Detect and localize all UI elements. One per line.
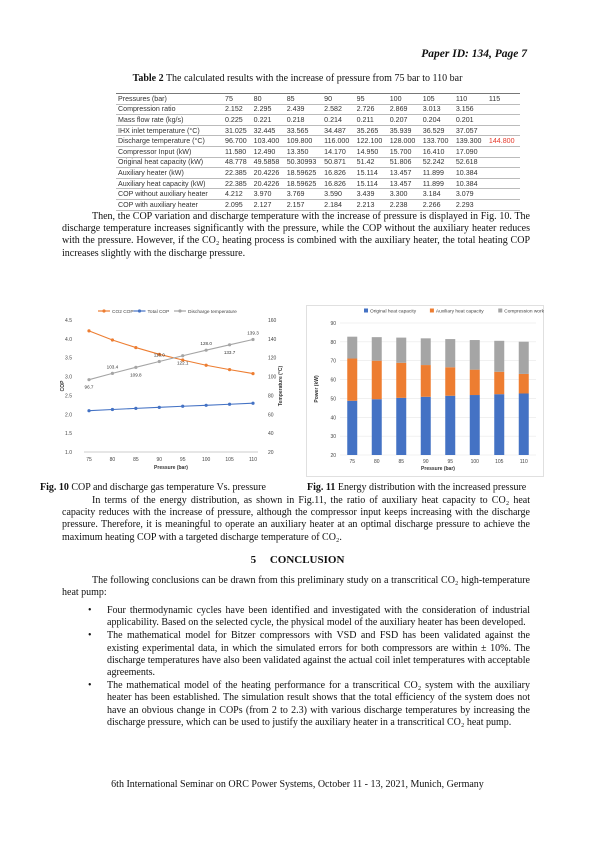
legend-label: Compression work <box>504 309 544 315</box>
bar-segment <box>396 338 406 363</box>
table-cell: 2.293 <box>454 199 487 210</box>
legend-swatch <box>498 309 502 313</box>
table-cell: 11.899 <box>421 168 454 179</box>
data-point <box>205 364 208 367</box>
bar-segment <box>519 393 529 455</box>
list-item-text: The mathematical model for Bitzer compressors with VSD and FSD has been validated against the existing experimental data, in which the simulated errors for both compressors are within ± 10%. The discharge temperatures have also been validated against the actual coil inlet temperatures with acceptable agreements. <box>107 630 530 679</box>
table-cell: 10.384 <box>454 168 487 179</box>
x-tick-label: 75 <box>349 459 356 465</box>
data-point <box>228 403 231 406</box>
x-tick-label: 110 <box>249 457 257 463</box>
table-cell: 15.114 <box>355 178 388 189</box>
table-cell: 139.300 <box>454 136 487 147</box>
table-cell: 32.445 <box>252 125 285 136</box>
data-point <box>228 343 231 346</box>
table-cell: 122.100 <box>355 136 388 147</box>
table-cell: 16.826 <box>322 178 354 189</box>
x-tick-label: 75 <box>86 457 92 463</box>
table-cell: 2.157 <box>285 199 322 210</box>
table-cell: 3.439 <box>355 189 388 200</box>
conclusion-list <box>62 605 530 730</box>
page-footer: 6th International Seminar on ORC Power Systems, October 11 - 13, 2021, Munich, Germany <box>111 779 484 790</box>
data-label: 139.3 <box>247 330 259 336</box>
y-tick-label: 2.0 <box>65 412 72 419</box>
data-point <box>111 408 114 411</box>
table-cell: 115 <box>487 94 520 105</box>
table-row <box>116 125 520 136</box>
legend-swatch <box>364 309 368 313</box>
table-row-label: COP with auxiliary heater <box>116 199 223 210</box>
data-point <box>181 354 184 357</box>
table-cell: 2.266 <box>421 199 454 210</box>
table-cell: 17.090 <box>454 146 487 157</box>
bar-segment <box>396 363 406 398</box>
table-cell: 22.385 <box>223 168 252 179</box>
table-cell: 11.580 <box>223 146 252 157</box>
paragraph-conclusions-intro-text: The following conclusions can be drawn from this preliminary study on a transcritical CO₂ high-temperature heat pump: <box>62 575 530 599</box>
x-tick-label: 85 <box>398 459 405 465</box>
list-item: • The mathematical model of the heating performance for a transcritical CO₂ system with the auxiliary heater has been established. The simulation result shows that the total efficiency of the system does not have an obvious change in COPs (from 2 to 2.3) with various discharge temperatures by increasing the discharge pressure, which can be used to justify the auxiliary heater in a transcritical CO₂ heat pump. <box>88 680 530 728</box>
table-cell: 133.700 <box>421 136 454 147</box>
y2-tick-label: 120 <box>268 355 277 362</box>
y-tick-label: 20 <box>330 453 336 459</box>
legend-label: CO2 COP <box>112 310 134 315</box>
table-cell <box>487 168 520 179</box>
table-row-label: Compression ratio <box>116 104 223 115</box>
table-cell: 15.114 <box>355 168 388 179</box>
data-point <box>134 407 137 410</box>
table-row <box>116 178 520 189</box>
x-tick-label: 90 <box>422 459 429 465</box>
y2-tick-label: 40 <box>268 431 274 438</box>
table-cell: 90 <box>322 94 354 105</box>
table-row <box>116 168 520 179</box>
table-cell: 48.778 <box>223 157 252 168</box>
table-cell: 3.184 <box>421 189 454 200</box>
x-tick-label: 100 <box>470 459 479 465</box>
legend-marker <box>178 309 181 312</box>
y2-tick-label: 60 <box>268 412 274 419</box>
data-point <box>111 338 114 341</box>
data-point <box>87 409 90 412</box>
table-cell: 14.950 <box>355 146 388 157</box>
table-cell: 52.618 <box>454 157 487 168</box>
y-axis-label: Power (kW) <box>314 375 320 403</box>
legend-label: Total COP <box>147 310 170 315</box>
x-tick-label: 105 <box>225 457 234 463</box>
table-cell: 109.800 <box>285 136 322 147</box>
table-row <box>116 94 520 105</box>
y-tick-label: 1.5 <box>65 431 72 438</box>
bar-segment <box>519 374 529 394</box>
table-cell <box>487 157 520 168</box>
data-point <box>181 405 184 408</box>
x-tick-label: 90 <box>156 457 163 463</box>
table-cell: 35.939 <box>388 125 421 136</box>
y-tick-label: 3.5 <box>65 355 72 362</box>
y-tick-label: 80 <box>330 339 336 346</box>
section-number: 5 <box>250 554 257 566</box>
table-row-label: Pressures (bar) <box>116 94 223 105</box>
table-row-label: COP without auxiliary heater <box>116 189 223 200</box>
table-cell: 2.869 <box>388 104 421 115</box>
legend-label: Discharge temperature <box>188 310 237 315</box>
bar-segment <box>445 396 455 455</box>
x-tick-label: 100 <box>201 457 211 463</box>
table-cell: 13.457 <box>388 168 421 179</box>
legend-swatch <box>430 309 434 313</box>
table-cell: 4.212 <box>223 189 252 200</box>
table-row <box>116 157 520 168</box>
table-cell: 13.457 <box>388 178 421 189</box>
bar-segment <box>347 401 357 455</box>
table-caption-label: Table 2 <box>132 73 164 84</box>
table-row-label: Auxiliary heat capacity (kW) <box>116 178 223 189</box>
table-cell: 12.490 <box>252 146 285 157</box>
figure-11-caption <box>307 482 526 493</box>
paragraph-energy-distribution-text: In terms of the energy distribution, as shown in Fig.11, the ratio of auxiliary heat capacity to CO₂ heat capacity reduces with the increase of pressure, although the compressor input keeps increasing with the discharge pressure. Therefore, it is meaningful to operate an auxiliary heater at an optimal discharge pressure to achieve the maximum heating COP with a targeted discharge temperature of CO₂. <box>62 495 530 543</box>
table-cell <box>487 146 520 157</box>
figure-10-cop-chart <box>58 305 286 477</box>
bar-segment <box>372 399 382 455</box>
bar-segment <box>470 370 480 395</box>
table-cell: 10.384 <box>454 178 487 189</box>
bar-segment <box>421 338 431 365</box>
bar-segment <box>421 397 431 455</box>
table-cell: 2.127 <box>252 199 285 210</box>
table-cell: 0.214 <box>322 115 354 126</box>
table-cell: 31.025 <box>223 125 252 136</box>
table-cell: 2.439 <box>285 104 322 115</box>
data-point <box>87 378 90 381</box>
x-tick-label: 85 <box>133 457 139 463</box>
data-point <box>87 329 90 332</box>
table-cell: 96.700 <box>223 136 252 147</box>
table-cell: 11.899 <box>421 178 454 189</box>
table-cell: 49.5858 <box>252 157 285 168</box>
list-item: • Four thermodynamic cycles have been identified and investigated with the consideration of industrial applicability. Based on the selected cycle, the physical model of the auxiliary heater has been developed. <box>88 605 530 629</box>
data-point <box>251 372 254 375</box>
data-point <box>205 404 208 407</box>
bar-segment <box>519 342 529 374</box>
y-tick-label: 40 <box>330 415 336 422</box>
table-cell: 52.242 <box>421 157 454 168</box>
bar-segment <box>494 372 504 394</box>
y-tick-label: 3.0 <box>65 374 72 381</box>
table-cell: 18.59625 <box>285 178 322 189</box>
data-label: 133.7 <box>223 349 236 355</box>
table-row <box>116 189 520 200</box>
x-tick-label: 105 <box>495 459 504 465</box>
table-cell <box>487 125 520 136</box>
data-point <box>251 402 254 405</box>
x-tick-label: 80 <box>109 457 116 463</box>
list-item: • The mathematical model for Bitzer compressors with VSD and FSD has been validated against the existing experimental data, in which the simulated errors for both compressors are within ± 10%. The discharge temperatures have also been validated against the actual coil inlet temperatures with acceptable agreements. <box>88 630 530 679</box>
bar-segment <box>470 395 480 455</box>
y-tick-label: 90 <box>330 321 336 327</box>
table-cell: 2.184 <box>322 199 354 210</box>
results-table <box>116 93 520 211</box>
table-cell: 3.013 <box>421 104 454 115</box>
y-tick-label: 4.0 <box>65 336 72 343</box>
figure-10-caption <box>40 482 266 493</box>
y2-axis-label: Temperature (°C) <box>278 365 284 407</box>
table-cell: 18.59625 <box>285 168 322 179</box>
y2-tick-label: 80 <box>268 393 274 400</box>
data-point <box>158 406 161 409</box>
table-cell: 3.769 <box>285 189 322 200</box>
table-row-label: Original heat capacity (kW) <box>116 157 223 168</box>
table-row <box>116 115 520 126</box>
bar-segment <box>372 361 382 400</box>
y2-tick-label: 140 <box>268 336 277 343</box>
legend-marker <box>138 309 141 312</box>
table-cell: 116.000 <box>322 136 354 147</box>
table-cell: 34.487 <box>322 125 354 136</box>
table-cell: 0.218 <box>285 115 322 126</box>
figure-10-caption-label: Fig. 10 <box>40 482 69 493</box>
table-caption-text: The calculated results with the increase of pressure from 75 bar to 110 bar <box>165 73 463 84</box>
bar-segment <box>421 365 431 397</box>
table-cell: 3.079 <box>454 189 487 200</box>
figure-11-caption-label: Fig. 11 <box>307 482 336 493</box>
table-cell: 0.201 <box>454 115 487 126</box>
table-caption <box>0 73 595 84</box>
table-cell: 2.582 <box>322 104 354 115</box>
table-cell <box>487 104 520 115</box>
y2-tick-label: 160 <box>268 318 277 324</box>
table-row-label: Auxiliary heater (kW) <box>116 168 223 179</box>
legend-label: Auxiliary heat capacity <box>435 309 484 315</box>
table-cell: 3.156 <box>454 104 487 115</box>
data-point <box>111 372 114 375</box>
table-cell: 128.000 <box>388 136 421 147</box>
bar-segment <box>372 337 382 361</box>
x-tick-label: 80 <box>373 459 380 465</box>
data-point <box>205 349 208 352</box>
section-heading <box>0 554 595 566</box>
table-cell: 85 <box>285 94 322 105</box>
table-cell: 3.970 <box>252 189 285 200</box>
y-tick-label: 60 <box>330 377 336 384</box>
table-cell: 16.826 <box>322 168 354 179</box>
paragraph-cop-variation <box>62 211 530 260</box>
table-cell: 95 <box>355 94 388 105</box>
x-axis-label: Pressure (bar) <box>421 466 455 472</box>
bar-segment <box>445 339 455 367</box>
table-cell: 20.4226 <box>252 178 285 189</box>
table-cell: 100 <box>388 94 421 105</box>
table-cell: 2.238 <box>388 199 421 210</box>
y2-tick-label: 20 <box>268 450 274 456</box>
section-title: CONCLUSION <box>269 554 345 566</box>
table-row <box>116 136 520 147</box>
table-cell: 20.4226 <box>252 168 285 179</box>
y-tick-label: 4.5 <box>65 318 72 324</box>
paragraph-cop-variation-text: Then, the COP variation and discharge temperature with the increase of pressure is displayed in Fig. 10. The discharge temperature increases significantly with the pressure, while the COP without the auxiliary heater reduces with the pressure. However, if the CO₂ heating process is combined with the auxiliary heater, the total heating COP increases slightly with the discharge pressure. <box>62 211 530 259</box>
table-cell: 2.726 <box>355 104 388 115</box>
table-cell: 50.871 <box>322 157 354 168</box>
legend-marker <box>102 309 105 312</box>
table-cell <box>487 199 520 210</box>
table-cell: 2.295 <box>252 104 285 115</box>
data-label: 128.0 <box>200 341 212 347</box>
table-cell <box>487 189 520 200</box>
bar-segment <box>347 337 357 359</box>
data-label: 122.1 <box>176 360 189 366</box>
x-axis-label: Pressure (bar) <box>154 465 188 471</box>
table-cell: 13.350 <box>285 146 322 157</box>
table-cell: 110 <box>454 94 487 105</box>
bar-segment <box>470 340 480 370</box>
table-cell: 0.211 <box>355 115 388 126</box>
figure-10-caption-text: COP and discharge gas temperature Vs. pressure <box>71 482 266 493</box>
table-cell: 105 <box>421 94 454 105</box>
table-cell: 37.057 <box>454 125 487 136</box>
paragraph-energy-distribution <box>62 495 530 544</box>
data-label: 103.4 <box>106 364 119 370</box>
bar-segment <box>445 367 455 396</box>
table-cell <box>487 178 520 189</box>
data-label: 96.7 <box>84 384 94 390</box>
table-row-label: IHX inlet temperature (°C) <box>116 125 223 136</box>
table-cell: 2.152 <box>223 104 252 115</box>
list-item-text: Four thermodynamic cycles have been identified and investigated with the consideration of industrial applicability. Based on the selected cycle, the physical model of the auxiliary heater has been developed. <box>107 605 530 629</box>
table-row <box>116 104 520 115</box>
data-point <box>134 346 137 349</box>
table-cell: 3.590 <box>322 189 354 200</box>
table-cell: 0.207 <box>388 115 421 126</box>
table-cell: 144.800 <box>487 136 520 147</box>
table-cell: 80 <box>252 94 285 105</box>
table-row <box>116 199 520 210</box>
legend-label: Original heat capacity <box>370 309 417 315</box>
table-cell: 51.806 <box>388 157 421 168</box>
table-cell: 33.565 <box>285 125 322 136</box>
table-cell: 75 <box>223 94 252 105</box>
y-tick-label: 50 <box>330 396 336 403</box>
data-label: 116.0 <box>153 352 165 358</box>
y-tick-label: 30 <box>330 434 336 441</box>
table-cell: 36.529 <box>421 125 454 136</box>
data-point <box>228 368 231 371</box>
table-row <box>116 146 520 157</box>
table-cell: 103.400 <box>252 136 285 147</box>
figure-11-caption-text: Energy distribution with the increased pressure <box>337 482 527 493</box>
y-tick-label: 70 <box>330 358 336 365</box>
y2-tick-label: 100 <box>268 374 277 381</box>
table-cell <box>487 115 520 126</box>
table-cell: 51.42 <box>355 157 388 168</box>
table-cell: 0.225 <box>223 115 252 126</box>
x-tick-label: 95 <box>447 459 454 465</box>
table-cell: 50.30993 <box>285 157 322 168</box>
data-point <box>158 360 161 363</box>
table-cell: 22.385 <box>223 178 252 189</box>
table-cell: 0.204 <box>421 115 454 126</box>
table-cell: 35.265 <box>355 125 388 136</box>
table-cell: 3.300 <box>388 189 421 200</box>
x-tick-label: 110 <box>519 459 528 465</box>
data-point <box>251 338 254 341</box>
y-axis-label: COP <box>60 380 66 392</box>
table-row-label: Mass flow rate (kg/s) <box>116 115 223 126</box>
table-row-label: Discharge temperature (°C) <box>116 136 223 147</box>
table-cell: 2.213 <box>355 199 388 210</box>
data-label: 109.8 <box>130 372 142 378</box>
bar-segment <box>347 359 357 401</box>
table-cell: 0.221 <box>252 115 285 126</box>
table-cell: 15.700 <box>388 146 421 157</box>
y-tick-label: 2.5 <box>65 393 72 400</box>
paragraph-conclusions-intro <box>62 575 530 599</box>
bar-segment <box>494 394 504 455</box>
bar-segment <box>396 398 406 455</box>
list-item-text: The mathematical model of the heating performance for a transcritical CO₂ system with the auxiliary heater has been established. The simulation result shows that the total efficiency of the system does not have an obvious change in COPs (from 2 to 2.3) with various discharge temperatures by increasing the discharge pressure, which can be used to justify the auxiliary heater in a transcritical CO₂ heat pump. <box>107 680 530 728</box>
bar-segment <box>494 341 504 372</box>
table-row-label: Compressor Input (kW) <box>116 146 223 157</box>
table-cell: 2.095 <box>223 199 252 210</box>
data-point <box>134 366 137 369</box>
table-cell: 16.410 <box>421 146 454 157</box>
y-tick-label: 1.0 <box>65 450 72 456</box>
x-tick-label: 95 <box>179 457 186 463</box>
figure-11-energy-chart <box>306 305 544 477</box>
table-cell: 14.170 <box>322 146 354 157</box>
page-header: Paper ID: 134, Page 7 <box>421 48 527 60</box>
